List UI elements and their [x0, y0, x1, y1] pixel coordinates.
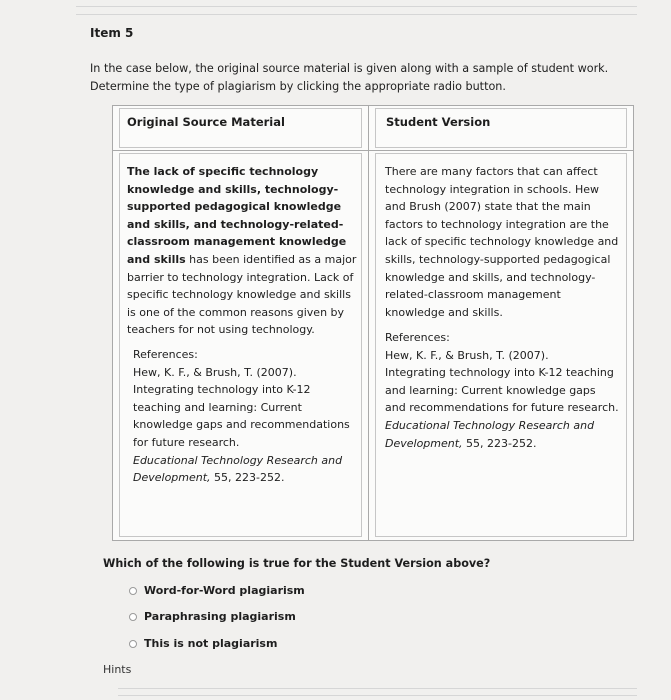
item-title: Item 5	[90, 26, 134, 40]
instructions-line-1: In the case below, the original source material is given along with a sample of student work.	[90, 62, 609, 75]
option-label[interactable]: This is not plagiarism	[144, 637, 278, 650]
option-label[interactable]: Paraphrasing plagiarism	[144, 610, 296, 623]
radio-button[interactable]	[129, 587, 137, 595]
reference-title: Integrating technology into K-12 teaching and learning: Current knowledge gaps and recommendations for future research.	[133, 383, 350, 449]
comparison-table	[112, 105, 634, 541]
reference-journal: Educational Technology Research and Development,	[133, 453, 343, 485]
student-version-header-label: Student Version	[386, 115, 491, 129]
option-paraphrasing[interactable]	[129, 610, 296, 623]
question-text: Which of the following is true for the Student Version above?	[103, 557, 491, 570]
reference-pages: 55, 223-252.	[210, 471, 285, 485]
references-label: References:	[385, 331, 450, 344]
top-divider	[76, 6, 637, 7]
student-version-header	[369, 106, 633, 151]
reference-authors: Hew, K. F., & Brush, T. (2007).	[385, 348, 549, 362]
radio-button[interactable]	[129, 640, 137, 648]
original-source-text	[127, 163, 359, 339]
original-source-rest-text: has been identified as a major barrier to technology integration. Lack of specific technology knowledge and skills is one of the common reasons given by teachers for not using technology.	[127, 252, 357, 337]
original-source-cell	[113, 151, 368, 540]
reference-journal: Educational Technology Research and Development,	[385, 418, 595, 450]
original-source-references	[133, 346, 351, 487]
student-version-text: There are many factors that can affect technology integration in schools. Hew and Brush (2007) state that the main factors to technology integration are the lack of specific technology knowledge and skills, technology-supported pedagogical knowledge and skills, and technology-related-classroom management knowledge and skills.	[385, 165, 619, 319]
reference-title: Integrating technology into K-12 teaching and learning: Current knowledge gaps and recommendations for future research.	[385, 366, 619, 415]
original-source-bold-text: The lack of specific technology knowledge and skills, technology-supported pedagogical knowledge and skills, and technology-related-classroom management knowledge and skills	[127, 165, 347, 266]
hints-link[interactable]: Hints	[103, 663, 132, 676]
original-source-header	[113, 106, 368, 151]
radio-button[interactable]	[129, 613, 137, 621]
instructions	[90, 60, 620, 96]
bottom-divider	[118, 695, 637, 696]
top-divider	[76, 14, 637, 15]
original-source-header-label: Original Source Material	[127, 115, 285, 129]
student-version-references	[385, 329, 619, 452]
bottom-divider	[118, 688, 637, 689]
reference-authors: Hew, K. F., & Brush, T. (2007).	[133, 365, 297, 379]
original-source-column	[113, 106, 369, 540]
option-word-for-word[interactable]	[129, 584, 305, 597]
reference-pages: 55, 223-252.	[462, 436, 537, 450]
instructions-line-2: Determine the type of plagiarism by clicking the appropriate radio button.	[90, 80, 506, 93]
option-not-plagiarism[interactable]	[129, 637, 277, 650]
student-version-column	[369, 106, 633, 540]
references-label: References:	[133, 348, 198, 361]
student-version-cell	[369, 151, 633, 540]
option-label[interactable]: Word-for-Word plagiarism	[144, 584, 305, 597]
